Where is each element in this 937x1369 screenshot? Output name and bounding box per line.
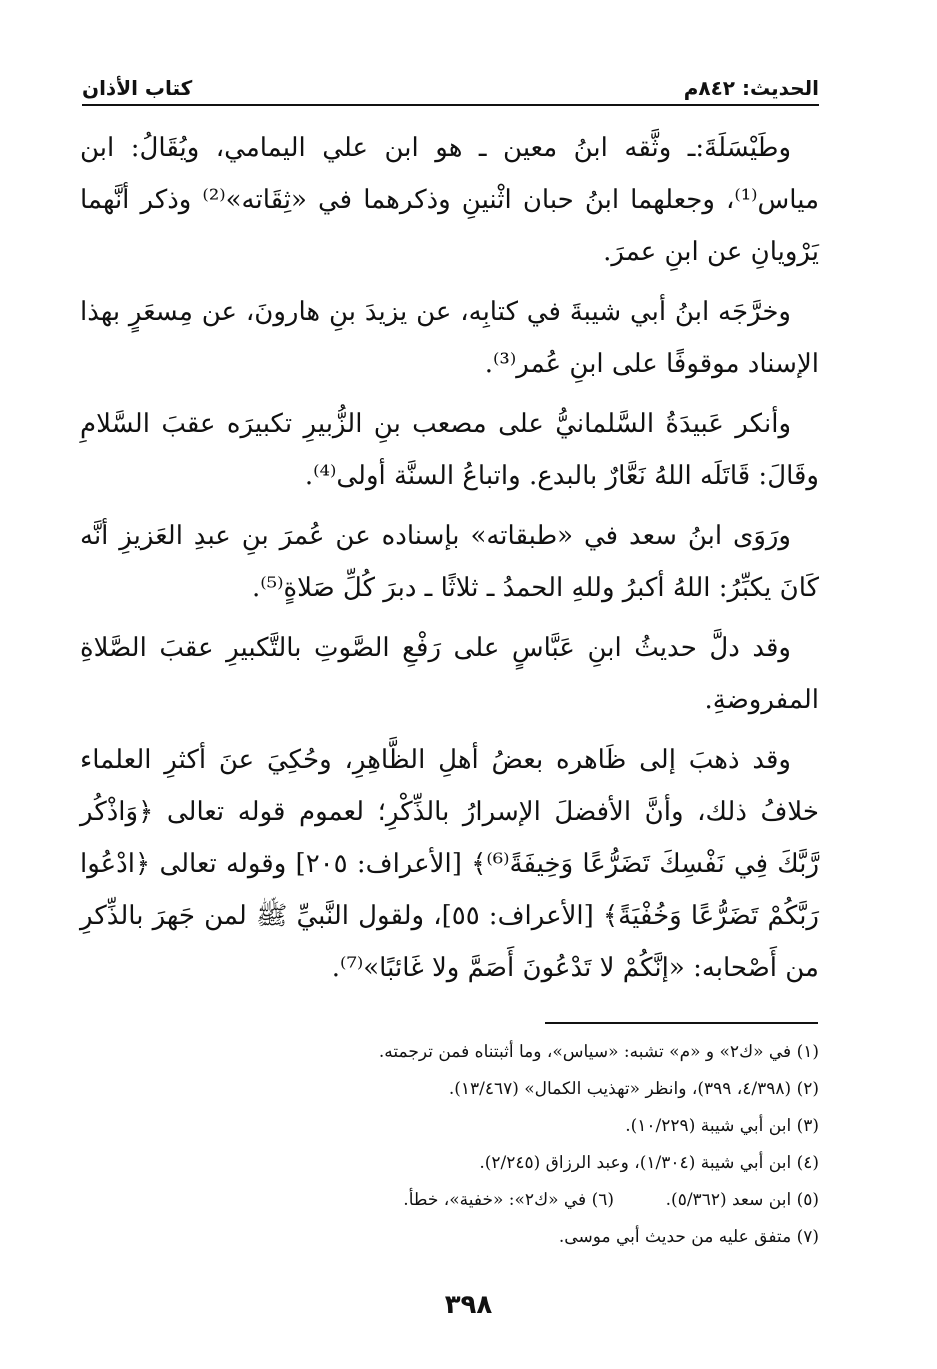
footnote-row-5-6 <box>120 1182 819 1219</box>
paragraph-5: وقد دلَّ حديثُ ابنِ عَبَّاسٍ على رَفْعِ الصَّوتِ بالتَّكبيرِ عقبَ الصَّلاةِ المفروضةِ. <box>80 633 819 715</box>
paragraph-4: ورَوَى ابنُ سعد في «طبقاته» بإسناده عن عُمرَ بنِ عبدِ العَزيزِ أنَّه كَانَ يكبِّرُ: اللهُ أكبرُ وللهِ الحمدُ ـ ثلاثًا ـ دبرَ كُلِّ صَلاةٍ⁽⁵⁾. <box>80 521 819 603</box>
footnote-3: (٣) ابن أبي شيبة (١٠/٢٢٩). <box>625 1116 819 1136</box>
footnote-4: (٤) ابن أبي شيبة (١/٣٠٤)، وعبد الرزاق (٢/٢٤٥). <box>479 1153 819 1173</box>
footnote-separator <box>545 1022 818 1024</box>
paragraph-3: وأنكر عَبيدَةُ السَّلمانيُّ على مصعب بنِ الزُّبيرِ تكبيرَه عقبَ السَّلامِ وقَالَ: قَاتَلَه اللهُ نَعَّارٌ بالبدع. واتباعُ السنَّة أولى⁽⁴⁾. <box>80 409 819 491</box>
footnote-6: (٦) في «ك٢»: «خفية»، خطأ. <box>403 1190 614 1210</box>
paragraph-2: وخرَّجَه ابنُ أبي شيبةَ في كتابِه، عن يزيدَ بنِ هارونَ، عن مِسعَرٍ بهذا الإسناد موقوفًا على ابنِ عُمر⁽³⁾. <box>80 297 819 379</box>
footnote-5: (٥) ابن سعد (٥/٣٦٢). <box>665 1190 819 1210</box>
footnote-1: (١) في «ك٢» و «م» تشبه: «سياس»، وما أثبتناه فمن ترجمته. <box>378 1042 819 1062</box>
running-header <box>82 72 819 106</box>
hadith-number: الحديث: ٨٤٢م <box>683 76 819 100</box>
footnote-2: (٢) (٤/٣٩٨، ٣٩٩)، وانظر «تهذيب الكمال» (١٣/٤٦٧). <box>448 1079 819 1099</box>
main-text <box>80 122 819 1002</box>
footnote-7: (٧) متفق عليه من حديث أبي موسى. <box>558 1227 819 1247</box>
footnotes <box>120 1034 819 1256</box>
paragraph-1: وطَيْسَلَةَ:ـ وثَّقه ابنُ معين ـ هو ابن علي اليمامي، ويُقَالُ: ابن مياس⁽¹⁾، وجعلهما ابنُ حبان اثْنينِ وذكرهما في «ثِقَاته»⁽²⁾ وذكر أنَّهما يَرْويانِ عن ابنِ عمرَ. <box>80 133 819 267</box>
book-chapter-title: كتاب الأذان <box>82 76 193 100</box>
paragraph-6: وقد ذهبَ إلى ظَاهره بعضُ أهلِ الظَّاهِرِ، وحُكِيَ عنَ أكثرِ العلماء خلافُ ذلك، وأنَّ الأفضلَ الإسرارُ بالذِّكْرِ؛ لعموم قوله تعالى ﴿وَاذْكُر رَّبَّكَ فِي نَفْسِكَ تَضَرُّعًا وَخِيفَةً⁽⁶⁾﴾ [الأعراف: ٢٠٥] وقوله تعالى ﴿ادْعُوا رَبَّكُمْ تَضَرُّعًا وَخُفْيَةً﴾ [الأعراف: ٥٥]، ولقول النَّبيِّ ﷺ لمن جَهرَ بالذِّكرِ من أَصْحابه: «إنَّكُمْ لا تَدْعُونَ أَصَمَّ ولا غَائبًا»⁽⁷⁾. <box>80 745 820 983</box>
page-number: ٣٩٨ <box>444 1290 493 1320</box>
